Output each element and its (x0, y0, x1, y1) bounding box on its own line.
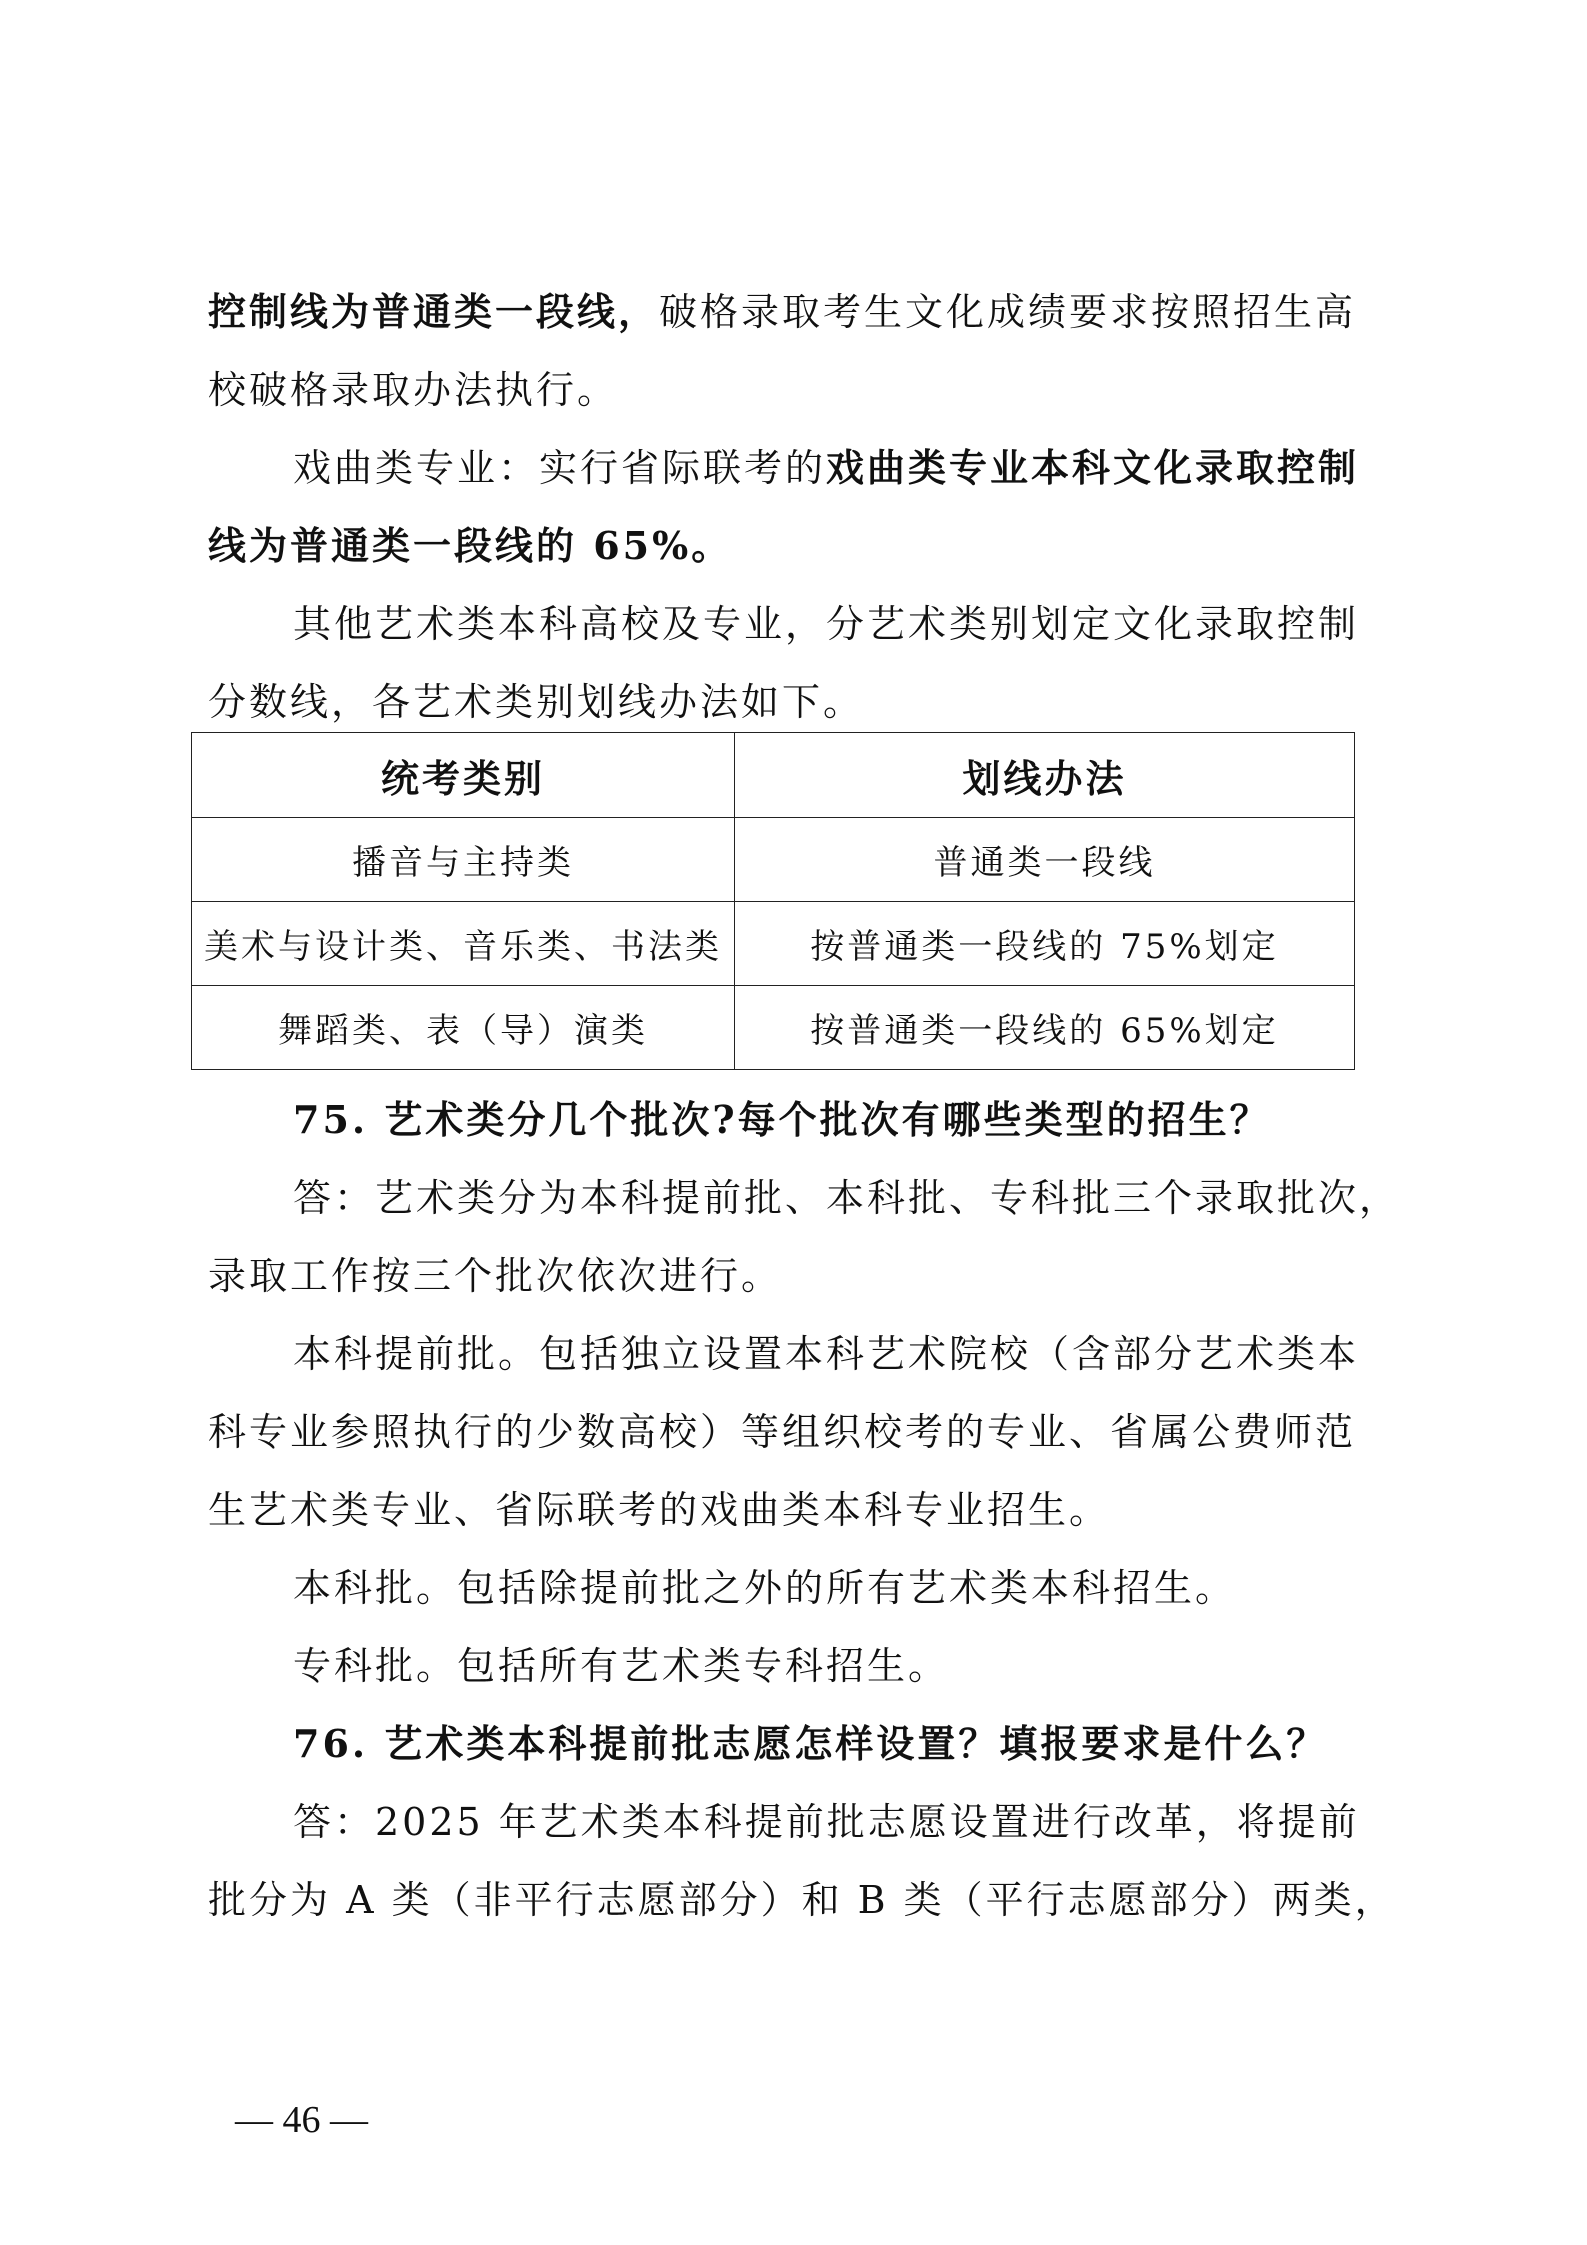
paragraph-line: 本科提前批。包括独立设置本科艺术院校（含部分艺术类本 (293, 1332, 1360, 1376)
paragraph-line: 生艺术类专业、省际联考的戏曲类本科专业招生。 (208, 1488, 1111, 1532)
paragraph-line (293, 442, 1587, 494)
table-cell: 美术与设计类、音乐类、书法类 (192, 902, 735, 986)
question-heading: 75. 艺术类分几个批次?每个批次有哪些类型的招生？ (293, 1097, 1271, 1142)
table-header-cell: 划线办法 (735, 733, 1355, 818)
bold-text: 戏曲类专业本科文化录取控制 (826, 445, 1360, 490)
table-cell: 普通类一段线 (735, 818, 1355, 902)
paragraph-line: 线为普通类一段线的 65%。 (208, 523, 733, 568)
paragraph-line: 专科批。包括所有艺术类专科招生。 (293, 1644, 950, 1688)
paragraph-line: 校破格录取办法执行。 (208, 368, 619, 412)
paragraph-line: 答：艺术类分为本科提前批、本科批、专科批三个录取批次， (293, 1176, 1401, 1220)
cutoff-table (191, 732, 1355, 1070)
table-header-cell: 统考类别 (192, 733, 735, 818)
paragraph-line: 批分为 A 类（非平行志愿部分）和 B 类（平行志愿部分）两类， (208, 1878, 1396, 1922)
text: 破格录取考生文化成绩要求按照招生高 (659, 290, 1357, 334)
table-header-row (192, 733, 1355, 818)
paragraph-line (208, 286, 1587, 338)
table-row (192, 902, 1355, 986)
table-cell: 播音与主持类 (192, 818, 735, 902)
question-heading: 76. 艺术类本科提前批志愿怎样设置？填报要求是什么？ (293, 1721, 1328, 1766)
text: 戏曲类专业：实行省际联考的 (293, 446, 827, 490)
bold-text: 控制线为普通类一段线， (208, 289, 660, 334)
page-number: — 46 — (235, 2099, 368, 2141)
paragraph-line: 录取工作按三个批次依次进行。 (208, 1254, 783, 1298)
paragraph-line: 答：2025 年艺术类本科提前批志愿设置进行改革，将提前 (293, 1800, 1360, 1844)
table-row (192, 986, 1355, 1070)
table-row (192, 818, 1355, 902)
table-cell: 按普通类一段线的 65%划定 (735, 986, 1355, 1070)
paragraph-line: 本科批。包括除提前批之外的所有艺术类本科招生。 (293, 1566, 1237, 1610)
table-cell: 舞蹈类、表（导）演类 (192, 986, 735, 1070)
paragraph-line: 其他艺术类本科高校及专业，分艺术类别划定文化录取控制 (293, 602, 1360, 646)
paragraph-line: 科专业参照执行的少数高校）等组织校考的专业、省属公费师范 (208, 1410, 1357, 1454)
paragraph-line: 分数线，各艺术类别划线办法如下。 (208, 680, 865, 724)
table-cell: 按普通类一段线的 75%划定 (735, 902, 1355, 986)
